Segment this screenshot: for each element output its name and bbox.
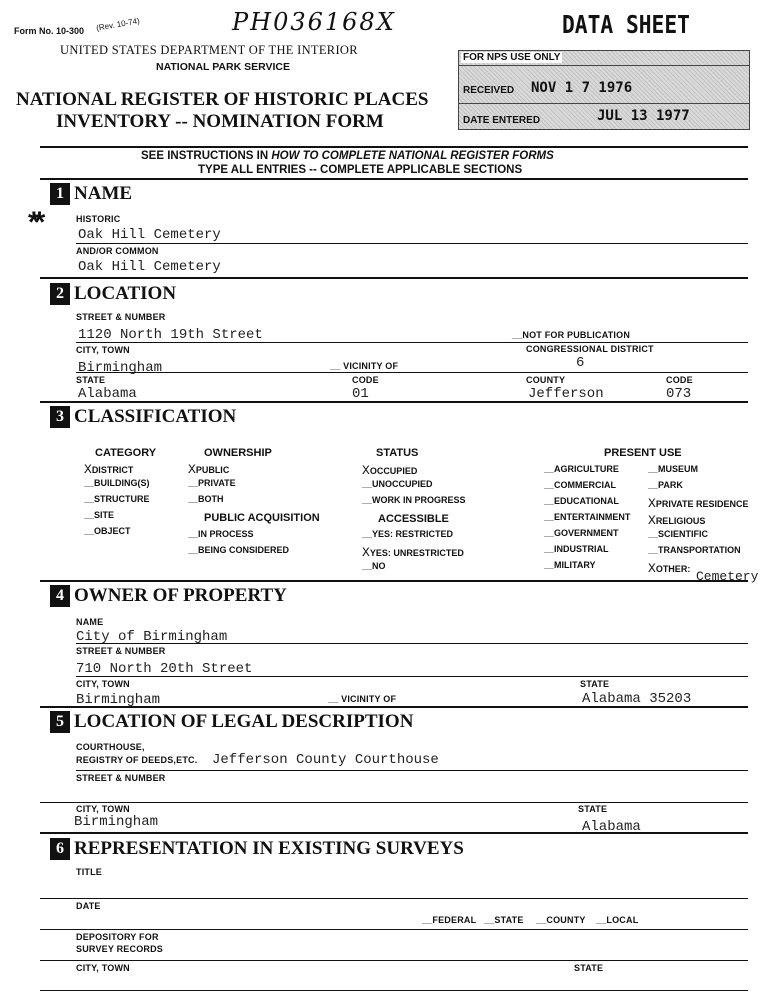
public-acquisition-heading: PUBLIC ACQUISITION (204, 512, 320, 524)
owner-state-label: STATE (580, 679, 610, 689)
checkbox-label: INDUSTRIAL (554, 544, 609, 554)
checkbox-label: STRUCTURE (94, 494, 150, 504)
checkbox-label: GOVERNMENT (554, 528, 619, 538)
present-use-other-value: Cemetery (696, 569, 759, 584)
checkbox-option[interactable] (648, 529, 708, 539)
checkbox-option[interactable] (188, 545, 289, 555)
checkbox-label: SITE (94, 510, 115, 520)
checkbox-option[interactable] (84, 478, 150, 488)
checkbox-option[interactable] (544, 512, 630, 522)
checkbox-option[interactable] (362, 479, 433, 489)
checkbox-label: OTHER: (655, 564, 691, 575)
handwritten-id: PH036168X (232, 8, 396, 36)
checkbox-mark: __ (188, 478, 199, 488)
form-title-line2: INVENTORY -- NOMINATION FORM (56, 111, 384, 132)
checkbox-option[interactable] (544, 464, 619, 474)
form-revision: (Rev. 10-74) (95, 16, 141, 33)
checkbox-mark: __ (544, 480, 555, 490)
checkbox-option[interactable] (544, 544, 609, 554)
section2-title: LOCATION (74, 283, 177, 304)
state-value: Alabama (78, 386, 137, 402)
service-name: NATIONAL PARK SERVICE (156, 61, 290, 73)
checkbox-option[interactable] (544, 560, 596, 570)
checkbox-mark: __ (362, 479, 373, 489)
checkbox-mark: __ (544, 496, 555, 506)
county-code-value: 073 (666, 386, 692, 402)
checkbox-label: MUSEUM (658, 464, 699, 474)
courthouse-street-label: STREET & NUMBER (76, 773, 166, 783)
checkbox-option[interactable] (188, 494, 224, 504)
owner-street-label: STREET & NUMBER (76, 646, 166, 656)
checkbox-mark: __ (362, 561, 373, 571)
section5-title: LOCATION OF LEGAL DESCRIPTION (74, 711, 414, 732)
checkbox-label: AGRICULTURE (554, 464, 619, 474)
checkbox-mark: __ (648, 480, 659, 491)
common-label: AND/OR COMMON (76, 246, 159, 256)
county-label: COUNTY (526, 375, 566, 385)
checkbox-label: PRIVATE RESIDENCE (655, 499, 749, 510)
checkbox-mark: __ (188, 529, 199, 539)
instructions-line1: SEE INSTRUCTIONS IN HOW TO COMPLETE NATIONAL REGISTER FORMS (141, 150, 554, 162)
checkbox-mark: __ (362, 529, 373, 539)
checkbox-mark: X (362, 463, 370, 478)
checkbox-label: OBJECT (94, 526, 131, 536)
checkbox-option[interactable] (648, 480, 683, 490)
checkbox-mark: __ (544, 512, 555, 522)
common-name: Oak Hill Cemetery (78, 259, 221, 275)
checkbox-label: DISTRICT (91, 465, 134, 475)
checkbox-option[interactable] (362, 529, 453, 539)
checkbox-option[interactable] (188, 478, 236, 488)
checkbox-option[interactable] (84, 510, 114, 520)
section2-number: 2 (50, 283, 70, 305)
state-code-value: 01 (352, 386, 369, 402)
checkbox-label: EDUCATIONAL (554, 496, 619, 506)
checkbox-mark: __ (84, 526, 95, 536)
survey-state-label: STATE (574, 963, 604, 973)
section1-number: 1 (50, 183, 70, 205)
federal-option: __FEDERAL (422, 915, 477, 925)
section6-title: REPRESENTATION IN EXISTING SURVEYS (74, 838, 464, 859)
historic-label: HISTORIC (76, 214, 121, 224)
nps-box-label: FOR NPS USE ONLY (463, 52, 561, 63)
checkbox-label: OCCUPIED (369, 466, 418, 476)
city-label: CITY, TOWN (76, 345, 130, 355)
checkbox-mark: __ (544, 528, 555, 538)
section3-title: CLASSIFICATION (74, 406, 237, 427)
checkbox-label: ENTERTAINMENT (554, 512, 631, 522)
checkbox-label: RELIGIOUS (655, 515, 706, 526)
department-name: UNITED STATES DEPARTMENT OF THE INTERIOR (60, 43, 358, 57)
checkbox-mark: __ (648, 545, 659, 555)
owner-name-value: City of Birmingham (76, 629, 228, 645)
checkbox-option[interactable] (648, 464, 698, 474)
checkbox-label: SCIENTIFIC (658, 528, 709, 539)
checkbox-label: BUILDING(S) (94, 478, 150, 488)
checkbox-mark: X (648, 561, 656, 577)
checkbox-mark: X (84, 462, 92, 477)
status-heading: STATUS (376, 447, 419, 459)
county-value: Jefferson (528, 386, 604, 402)
checkbox-option[interactable] (84, 526, 131, 536)
category-heading: CATEGORY (95, 447, 157, 459)
congressional-district-value: 6 (576, 355, 585, 371)
checkbox-label: MILITARY (554, 560, 596, 570)
street-value: 1120 North 19th Street (78, 327, 263, 343)
checkbox-option[interactable] (544, 528, 619, 538)
checkbox-option[interactable] (362, 545, 464, 560)
checkbox-mark: __ (188, 545, 199, 555)
checkbox-mark: __ (544, 544, 555, 554)
nps-use-box (458, 50, 750, 130)
checkbox-label: COMMERCIAL (554, 480, 617, 490)
courthouse-label-line1: COURTHOUSE, (76, 742, 145, 752)
vicinity-of: __ VICINITY OF (330, 361, 399, 371)
present-use-heading: PRESENT USE (604, 447, 682, 459)
checkbox-option[interactable] (362, 463, 417, 478)
section5-number: 5 (50, 711, 70, 733)
checkbox-option[interactable] (648, 561, 690, 576)
checkbox-label: YES: UNRESTRICTED (369, 548, 464, 558)
courthouse-state-label: STATE (578, 804, 608, 814)
city-value: Birmingham (78, 360, 163, 376)
checkbox-mark: __ (648, 528, 659, 539)
checkbox-label: WORK IN PROGRESS (372, 495, 466, 505)
checkbox-label: BEING CONSIDERED (198, 545, 290, 555)
not-for-publication: __NOT FOR PUBLICATION (512, 330, 631, 340)
checkbox-option[interactable] (84, 494, 150, 504)
owner-city-label: CITY, TOWN (76, 679, 130, 689)
date-entered-label: DATE ENTERED (463, 115, 541, 126)
checkbox-option[interactable] (648, 545, 741, 555)
checkbox-label: NO (372, 561, 386, 571)
received-label: RECEIVED (463, 85, 515, 96)
checkbox-option[interactable] (84, 462, 133, 477)
depository-label-line2: SURVEY RECORDS (76, 944, 163, 954)
section6-number: 6 (50, 838, 70, 860)
checkbox-mark: __ (84, 510, 95, 520)
owner-street-value: 710 North 20th Street (76, 661, 253, 677)
depository-label-line1: DEPOSITORY FOR (76, 932, 159, 942)
section1-title: NAME (74, 183, 133, 204)
owner-name-label: NAME (76, 617, 104, 627)
checkbox-option[interactable] (188, 529, 254, 539)
checkbox-label: TRANSPORTATION (658, 545, 741, 555)
street-label: STREET & NUMBER (76, 312, 166, 322)
received-date: NOV 1 7 1976 (531, 80, 633, 96)
date-entered-value: JUL 13 1977 (597, 108, 690, 124)
checkbox-label: PUBLIC (195, 465, 230, 475)
handwritten-asterisk-mark: ** (28, 206, 40, 239)
checkbox-label: PRIVATE (198, 478, 236, 488)
checkbox-label: UNOCCUPIED (372, 479, 433, 489)
courthouse-state-value: Alabama (582, 819, 641, 835)
checkbox-option[interactable] (544, 480, 616, 490)
checkbox-mark: X (648, 496, 656, 512)
county-option: __COUNTY (536, 915, 586, 925)
section4-number: 4 (50, 585, 70, 607)
ownership-heading: OWNERSHIP (204, 447, 272, 459)
checkbox-mark: __ (84, 478, 95, 488)
checkbox-option[interactable] (362, 561, 386, 571)
checkbox-mark: __ (544, 560, 555, 570)
checkbox-option[interactable] (544, 496, 619, 506)
state-label: STATE (76, 375, 106, 385)
code-label: CODE (352, 375, 379, 385)
historic-name: Oak Hill Cemetery (78, 227, 221, 243)
checkbox-label: IN PROCESS (198, 529, 254, 539)
owner-vicinity-of: __ VICINITY OF (328, 694, 397, 704)
local-option: __LOCAL (596, 915, 639, 925)
checkbox-mark: X (648, 512, 656, 528)
owner-state-value: Alabama 35203 (582, 691, 692, 707)
instructions-line2: TYPE ALL ENTRIES -- COMPLETE APPLICABLE SECTIONS (198, 164, 523, 176)
section4-title: OWNER OF PROPERTY (74, 585, 287, 606)
congressional-district-label: CONGRESSIONAL DISTRICT (526, 344, 654, 354)
checkbox-label: PARK (658, 480, 683, 491)
section3-number: 3 (50, 406, 70, 428)
accessible-heading: ACCESSIBLE (378, 513, 449, 525)
form-number: Form No. 10-300 (14, 26, 85, 36)
owner-city-value: Birmingham (76, 692, 161, 708)
checkbox-option[interactable] (188, 462, 229, 477)
county-code-label: CODE (666, 375, 693, 385)
checkbox-option[interactable] (362, 495, 466, 505)
checkbox-mark: __ (544, 464, 555, 474)
checkbox-option[interactable] (648, 496, 749, 511)
survey-city-label: CITY, TOWN (76, 963, 130, 973)
survey-date-label: DATE (76, 901, 101, 911)
checkbox-mark: __ (188, 494, 199, 504)
checkbox-label: YES: RESTRICTED (372, 529, 454, 539)
checkbox-option[interactable] (648, 513, 705, 528)
form-title-line1: NATIONAL REGISTER OF HISTORIC PLACES (16, 89, 429, 110)
checkbox-mark: __ (84, 494, 95, 504)
checkbox-label: BOTH (198, 494, 224, 504)
survey-title-label: TITLE (76, 867, 102, 877)
checkbox-mark: __ (648, 464, 659, 474)
courthouse-city-label: CITY, TOWN (76, 804, 130, 814)
checkbox-mark: __ (362, 495, 373, 505)
data-sheet-stamp: DATA SHEET (562, 10, 690, 39)
courthouse-value: Jefferson County Courthouse (212, 752, 439, 768)
state-option: __STATE (484, 915, 524, 925)
checkbox-mark: X (188, 462, 196, 477)
checkbox-mark: X (362, 545, 370, 560)
courthouse-city-value: Birmingham (74, 814, 159, 830)
courthouse-label-line2: REGISTRY OF DEEDS,ETC. (76, 755, 198, 765)
